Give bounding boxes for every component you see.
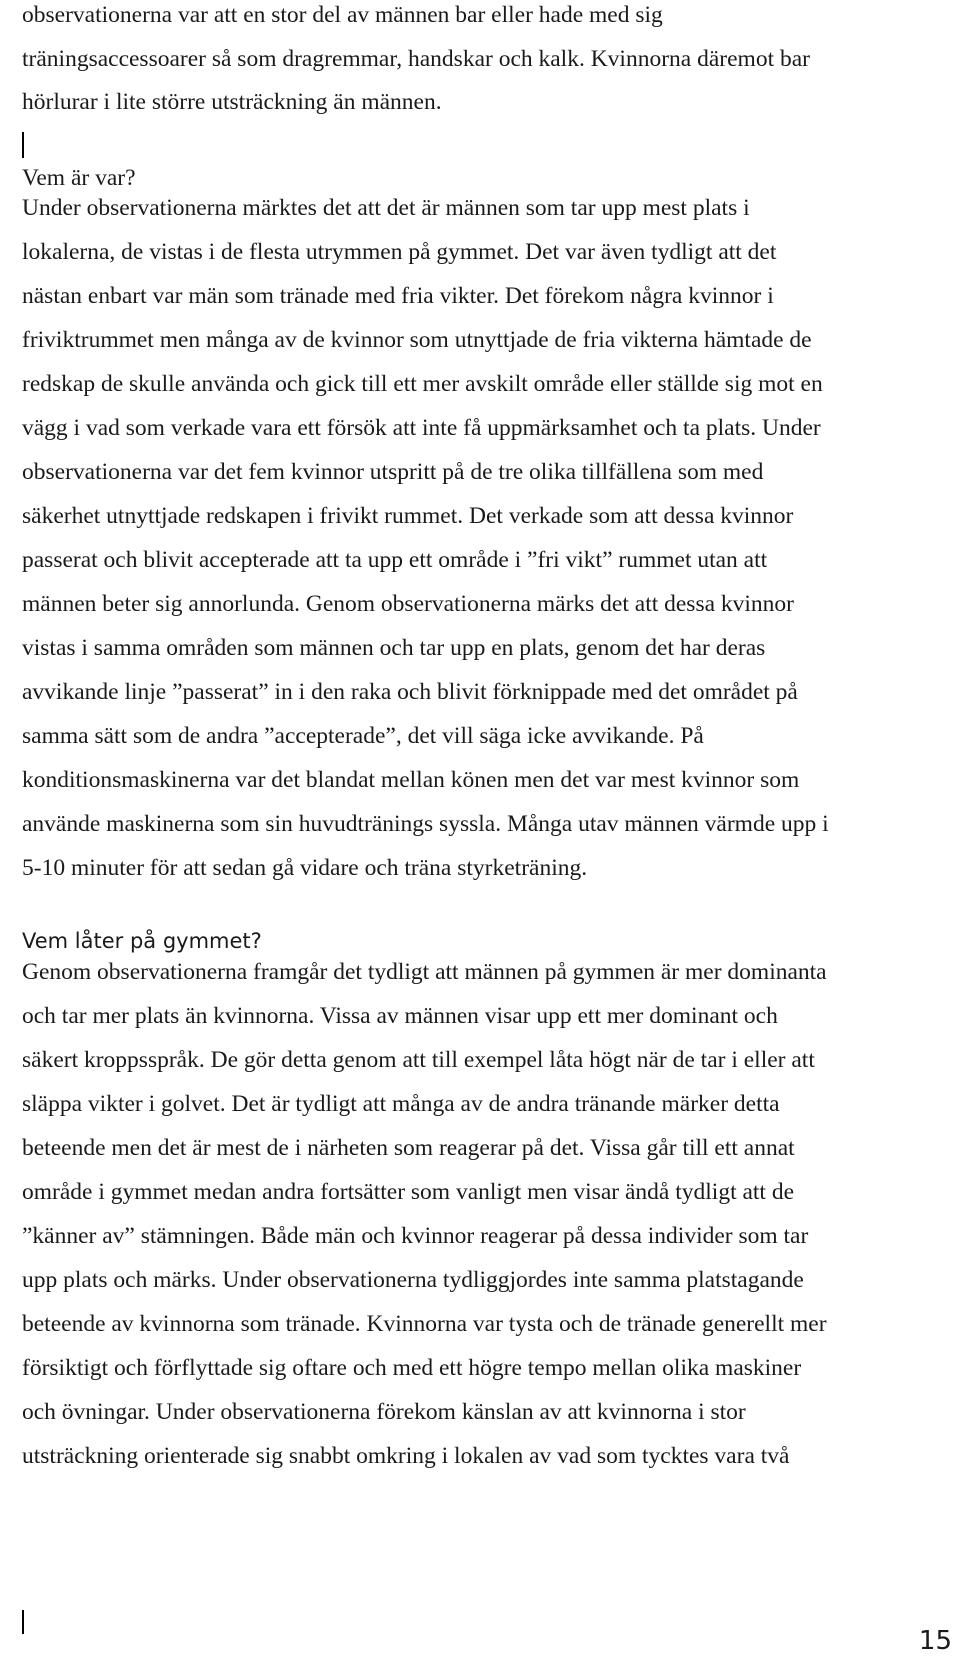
text-line: vistas i samma områden som männen och tar upp en plats, genom det har deras — [22, 635, 766, 661]
section-heading: Vem är var? — [22, 165, 136, 191]
text-line: utsträckning orienterade sig snabbt omkring i lokalen av vad som tycktes vara två — [22, 1443, 790, 1469]
text-cursor-mark — [22, 132, 24, 158]
text-line: säkert kroppsspråk. De gör detta genom att till exempel låta högt när de tar i eller att — [22, 1047, 815, 1073]
text-line: beteende av kvinnorna som tränade. Kvinnorna var tysta och de tränade generellt mer — [22, 1311, 827, 1337]
text-line: observationerna var det fem kvinnor utspritt på de tre olika tillfällena som med — [22, 459, 764, 485]
text-line: Genom observationerna framgår det tydligt att männen på gymmen är mer dominanta — [22, 959, 827, 985]
text-line: använde maskinerna som sin huvudtränings syssla. Många utav männen värmde upp i — [22, 811, 829, 837]
text-line: Under observationerna märktes det att det är männen som tar upp mest plats i — [22, 195, 750, 221]
text-line: männen beter sig annorlunda. Genom observationerna märks det att dessa kvinnor — [22, 591, 795, 617]
text-line: samma sätt som de andra ”accepterade”, det vill säga icke avvikande. På — [22, 723, 704, 749]
text-line: passerat och blivit accepterade att ta upp ett område i ”fri vikt” rummet utan att — [22, 547, 768, 573]
text-line: vägg i vad som verkade vara ett försök att inte få uppmärksamhet och ta plats. Under — [22, 415, 821, 441]
section-heading: Vem låter på gymmet? — [22, 929, 262, 953]
text-line: hörlurar i lite större utsträckning än männen. — [22, 89, 442, 115]
text-line: 5-10 minuter för att sedan gå vidare och träna styrketräning. — [22, 855, 588, 881]
text-line: område i gymmet medan andra fortsätter som vanligt men visar ändå tydligt att de — [22, 1179, 795, 1205]
text-line: redskap de skulle använda och gick till ett mer avskilt område eller ställde sig mot en — [22, 371, 823, 397]
page-number: 15 — [918, 1626, 952, 1656]
text-line: säkerhet utnyttjade redskapen i frivikt rummet. Det verkade som att dessa kvinnor — [22, 503, 794, 529]
text-line: och övningar. Under observationerna förekom känslan av att kvinnorna i stor — [22, 1399, 746, 1425]
text-line: avvikande linje ”passerat” in i den raka och blivit förknippade med det området på — [22, 679, 798, 705]
text-line: och tar mer plats än kvinnorna. Vissa av männen visar upp ett mer dominant och — [22, 1003, 778, 1029]
text-line: nästan enbart var män som tränade med fria vikter. Det förekom några kvinnor i — [22, 283, 774, 309]
text-cursor-mark — [22, 1610, 24, 1634]
text-line: ”känner av” stämningen. Både män och kvinnor reagerar på dessa individer som tar — [22, 1223, 809, 1249]
text-line: beteende men det är mest de i närheten som reagerar på det. Vissa går till ett annat — [22, 1135, 795, 1161]
text-line: friviktrummet men många av de kvinnor som utnyttjade de fria vikterna hämtade de — [22, 327, 812, 353]
text-line: försiktigt och förflyttade sig oftare och med ett högre tempo mellan olika maskiner — [22, 1355, 802, 1381]
text-line: observationerna var att en stor del av männen bar eller hade med sig — [22, 2, 663, 28]
text-line: träningsaccessoarer så som dragremmar, handskar och kalk. Kvinnorna däremot bar — [22, 46, 810, 72]
text-line: lokalerna, de vistas i de flesta utrymmen på gymmet. Det var även tydligt att det — [22, 239, 777, 265]
text-line: upp plats och märks. Under observationerna tydliggjordes inte samma platstagande — [22, 1267, 804, 1293]
text-line: släppa vikter i golvet. Det är tydligt att många av de andra tränande märker detta — [22, 1091, 780, 1117]
text-line: konditionsmaskinerna var det blandat mellan könen men det var mest kvinnor som — [22, 767, 800, 793]
